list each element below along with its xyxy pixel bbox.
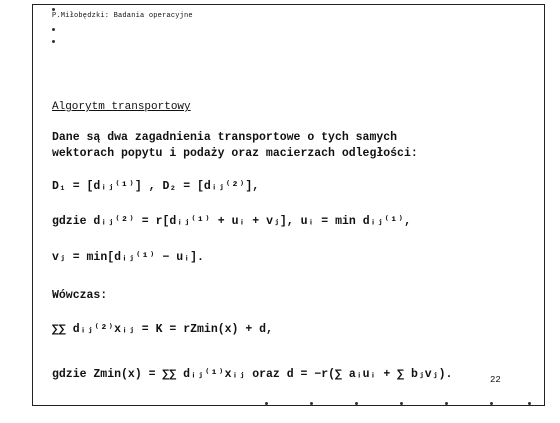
bottom-dot	[490, 402, 493, 405]
header-text: P.Miłobędzki: Badania operacyjne	[52, 12, 193, 20]
bullet-dot	[52, 8, 55, 11]
equation-gdzie: gdzie dᵢⱼ⁽²⁾ = r[dᵢⱼ⁽¹⁾ + uᵢ + vⱼ], uᵢ = min dᵢⱼ⁽¹⁾,	[52, 215, 412, 228]
section-title: Algorytm transportowy	[52, 101, 191, 113]
equation-zmin: gdzie Zmin(x) = ∑∑ dᵢⱼ⁽¹⁾xᵢⱼ oraz d = −r(∑ aᵢuᵢ + ∑ bⱼvⱼ).	[52, 368, 453, 381]
bullet-dot	[52, 40, 55, 43]
equation-sum-K: ∑∑ dᵢⱼ⁽²⁾xᵢⱼ = K = rZmin(x) + d,	[52, 323, 273, 336]
bottom-dot	[400, 402, 403, 405]
intro-line-2: wektorach popytu i podaży oraz macierzach odległości:	[52, 147, 418, 160]
equation-d-matrices: D₁ = [dᵢⱼ⁽¹⁾] , D₂ = [dᵢⱼ⁽²⁾],	[52, 180, 260, 193]
bottom-dot	[528, 402, 531, 405]
bottom-dot	[355, 402, 358, 405]
wowczas-label: Wówczas:	[52, 289, 108, 302]
slide-frame	[32, 4, 545, 406]
bottom-dot	[445, 402, 448, 405]
intro-line-1: Dane są dwa zagadnienia transportowe o tych samych	[52, 131, 398, 144]
bottom-dot	[265, 402, 268, 405]
bullet-dot	[52, 28, 55, 31]
page-number: 22	[490, 375, 501, 385]
equation-v: vⱼ = min[dᵢⱼ⁽¹⁾ − uᵢ].	[52, 251, 204, 264]
bottom-dot	[310, 402, 313, 405]
